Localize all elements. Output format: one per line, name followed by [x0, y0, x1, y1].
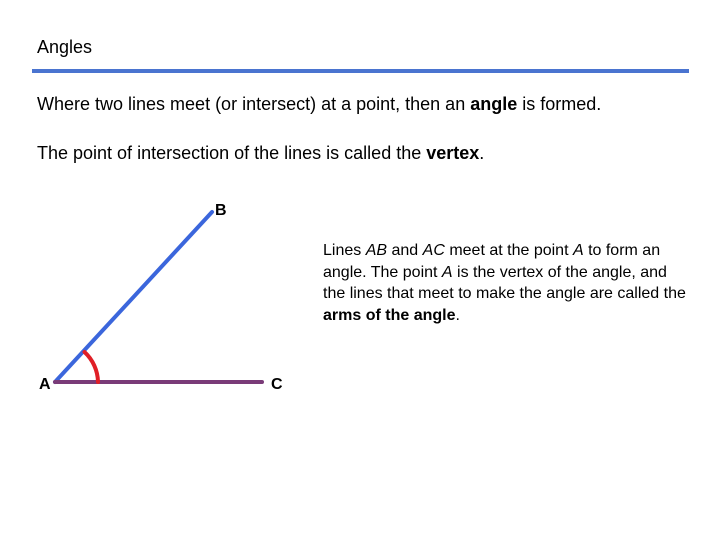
desc-line-ac: AC	[422, 242, 445, 259]
desc-text-6: .	[455, 306, 460, 324]
desc-line-ab: AB	[365, 242, 388, 259]
p1-text-after: is formed.	[517, 94, 602, 114]
desc-text-3: meet at the point	[444, 242, 573, 259]
point-label-c: C	[271, 376, 283, 393]
term-arms: arms of the angle	[323, 306, 456, 324]
desc-point-a-2: A	[441, 263, 453, 281]
angle-description	[323, 240, 688, 326]
term-angle: angle	[470, 94, 518, 114]
p2-text-before: The point of intersection of the lines is called the	[37, 143, 427, 163]
p2-text-after: .	[479, 143, 485, 163]
desc-text-5: is the vertex of the angle, and the lines that meet to make the angle are called the	[323, 263, 686, 302]
term-vertex: vertex	[426, 143, 480, 163]
point-label-b: B	[215, 202, 227, 219]
desc-text-2: and	[387, 242, 423, 259]
desc-text-1: Lines	[323, 242, 366, 259]
angle-arc	[85, 352, 99, 382]
desc-text-4: to form an angle. The point	[323, 242, 661, 281]
arm-ab	[55, 212, 212, 382]
desc-point-a-1: A	[572, 242, 584, 259]
slide-title: Angles	[37, 37, 93, 57]
p1-text-before: Where two lines meet (or intersect) at a point, then an	[37, 94, 471, 114]
point-label-a: A	[39, 376, 51, 393]
